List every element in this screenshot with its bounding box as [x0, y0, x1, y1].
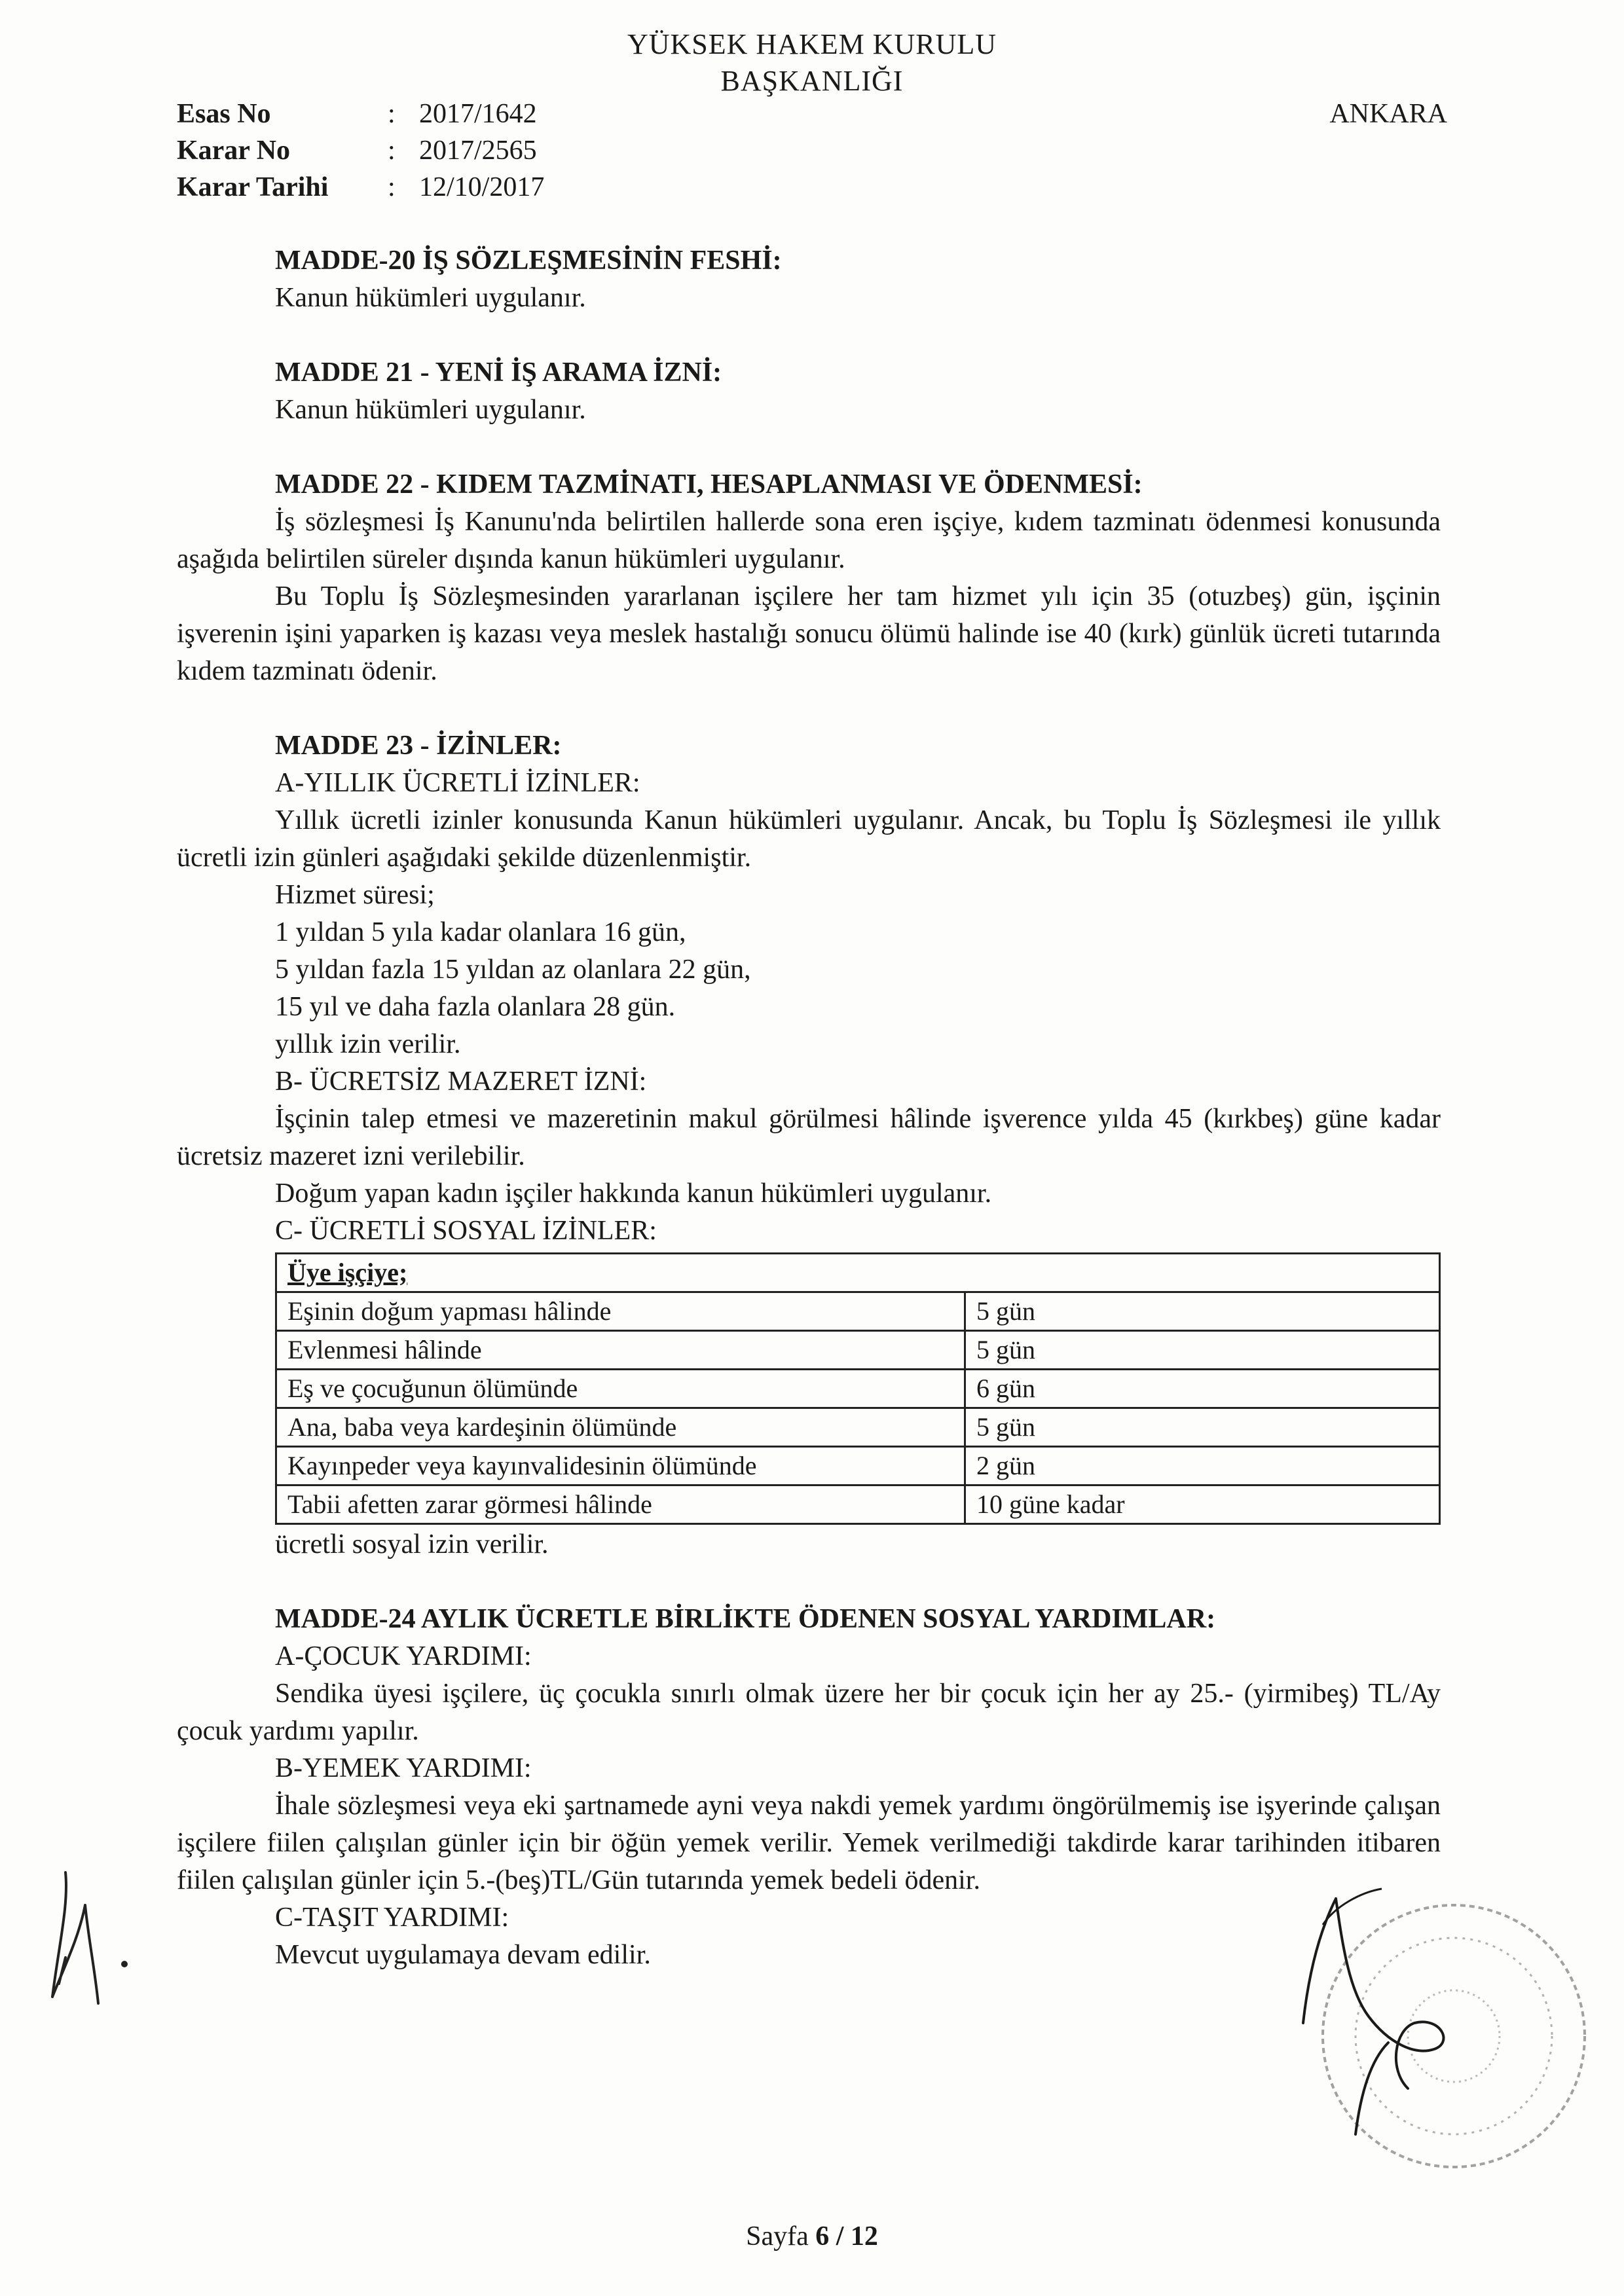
meta-label: Karar Tarihi — [177, 172, 329, 202]
section-heading: MADDE 22 - KIDEM TAZMİNATI, HESAPLANMASI VE ÖDENMESİ: — [275, 469, 1143, 500]
table-header-cell: Üye işçiye; — [276, 1254, 1440, 1292]
table-cell-case: Evlenmesi hâlinde — [276, 1331, 965, 1370]
subsection-heading: B-YEMEK YARDIMI: — [275, 1753, 532, 1783]
page-total: 12 — [850, 2221, 878, 2251]
table-row — [276, 1408, 1440, 1447]
table-row — [276, 1485, 1440, 1524]
handwritten-initials — [39, 1866, 144, 2016]
meta-label: Esas No — [177, 99, 271, 129]
meta-colon: : — [388, 172, 396, 202]
paragraph: ücretli sosyal izin verilir. — [275, 1529, 549, 1559]
section-heading: MADDE-20 İŞ SÖZLEŞMESİNİN FESHİ: — [275, 246, 782, 276]
meta-row-karar — [177, 132, 544, 169]
madde-22 — [177, 466, 1441, 690]
social-leave-table — [275, 1252, 1441, 1525]
official-stamp — [1283, 1886, 1591, 2193]
meta-colon: : — [388, 99, 396, 129]
table-cell-days: 5 gün — [965, 1331, 1440, 1370]
table-cell-days: 2 gün — [965, 1447, 1440, 1485]
madde-20 — [275, 242, 1441, 317]
madde-21 — [275, 354, 1441, 429]
paragraph: Sendika üyesi işçilere, üç çocukla sınırlı olmak üzere her bir çocuk için her ay 25.- (yirmibeş) TL/Ay çocuk yardımı yapılır. — [177, 1679, 1441, 1746]
subsection-heading: C- ÜCRETLİ SOSYAL İZİNLER: — [275, 1216, 657, 1246]
section-heading: MADDE 21 - YENİ İŞ ARAMA İZNİ: — [275, 357, 722, 388]
meta-label: Karar No — [177, 136, 291, 166]
page-footer — [0, 2221, 1624, 2252]
list-item: 5 yıldan fazla 15 yıldan az olanlara 22 gün, — [275, 955, 751, 985]
page-label: Sayfa — [746, 2221, 809, 2251]
subsection-heading: A-ÇOCUK YARDIMI: — [275, 1641, 532, 1671]
meta-value: 12/10/2017 — [419, 172, 545, 202]
section-heading: MADDE-24 AYLIK ÜCRETLE BİRLİKTE ÖDENEN SOSYAL YARDIMLAR: — [275, 1604, 1216, 1634]
meta-value: 2017/1642 — [419, 99, 537, 129]
meta-row-esas — [177, 96, 544, 132]
table-row — [276, 1331, 1440, 1370]
meta-value: 2017/2565 — [419, 136, 537, 166]
subsection-heading: C-TAŞIT YARDIMI: — [275, 1903, 509, 1933]
city-label: ANKARA — [1329, 99, 1447, 129]
case-meta — [177, 96, 544, 206]
table-cell-days: 5 gün — [965, 1292, 1440, 1331]
meta-colon: : — [388, 136, 396, 166]
table-header-row — [276, 1254, 1440, 1292]
meta-row-tarih — [177, 169, 544, 206]
institution-name: YÜKSEK HAKEM KURULU — [627, 28, 997, 60]
madde-23 — [177, 727, 1441, 1563]
document-body — [177, 242, 1441, 2011]
madde-24 — [177, 1601, 1441, 1974]
subsection-heading: A-YILLIK ÜCRETLİ İZİNLER: — [275, 768, 640, 798]
section-text: Kanun hükümleri uygulanır. — [275, 395, 586, 425]
list-intro: Hizmet süresi; — [275, 880, 435, 910]
list-item: yıllık izin verilir. — [275, 1029, 461, 1059]
table-cell-case: Ana, baba veya kardeşinin ölümünde — [276, 1408, 965, 1447]
page-current: 6 — [815, 2221, 830, 2251]
section-heading: MADDE 23 - İZİNLER: — [275, 731, 562, 761]
table-cell-case: Eş ve çocuğunun ölümünde — [276, 1370, 965, 1408]
paragraph: Doğum yapan kadın işçiler hakkında kanun hükümleri uygulanır. — [275, 1178, 992, 1209]
table-cell-case: Tabii afetten zarar görmesi hâlinde — [276, 1485, 965, 1524]
paragraph: İş sözleşmesi İş Kanunu'nda belirtilen hallerde sona eren işçiye, kıdem tazminatı ödenmesi konusunda aşağıda belirtilen süreler dışında kanun hükümleri uygulanır. — [177, 507, 1441, 574]
table-cell-days: 6 gün — [965, 1370, 1440, 1408]
table-cell-days: 10 güne kadar — [965, 1485, 1440, 1524]
paragraph: Yıllık ücretli izinler konusunda Kanun hükümleri uygulanır. Ancak, bu Toplu İş Sözleşmesi ile yıllık ücretli izin günleri aşağıdaki şekilde düzenlenmiştir. — [177, 805, 1441, 873]
document-header — [0, 26, 1624, 100]
paragraph: İhale sözleşmesi veya eki şartnamede ayni veya nakdi yemek yardımı öngörülmemiş ise işyerinde çalışan işçilere fiilen çalışılan günler için bir öğün yemek verilir. Yemek verilmediği takdirde karar tarihinden itibaren fiilen çalışılan günler için 5.-(beş)TL/Gün tutarında yemek bedeli ödenir. — [177, 1791, 1441, 1895]
table-row — [276, 1447, 1440, 1485]
list-item: 1 yıldan 5 yıla kadar olanlara 16 gün, — [275, 917, 686, 947]
list-item: 15 yıl ve daha fazla olanlara 28 gün. — [275, 992, 676, 1022]
paragraph: Mevcut uygulamaya devam edilir. — [275, 1940, 651, 1970]
subsection-heading: B- ÜCRETSİZ MAZERET İZNİ: — [275, 1066, 647, 1097]
paragraph: Bu Toplu İş Sözleşmesinden yararlanan işçilere her tam hizmet yılı için 35 (otuzbeş) gün, işçinin işverenin işini yaparken iş kazası veya meslek hastalığı sonucu ölümü halinde ise 40 (kırk) günlük ücreti tutarında kıdem tazminatı ödenir. — [177, 581, 1441, 686]
table-row — [276, 1292, 1440, 1331]
page-separator: / — [836, 2221, 844, 2251]
table-cell-case: Kayınpeder veya kayınvalidesinin ölümünde — [276, 1447, 965, 1485]
section-text: Kanun hükümleri uygulanır. — [275, 283, 586, 313]
paragraph: İşçinin talep etmesi ve mazeretinin makul görülmesi hâlinde işverence yılda 45 (kırkbeş) güne kadar ücretsiz mazeret izni verilebilir. — [177, 1104, 1441, 1171]
table-cell-case: Eşinin doğum yapması hâlinde — [276, 1292, 965, 1331]
table-row — [276, 1370, 1440, 1408]
table-cell-days: 5 gün — [965, 1408, 1440, 1447]
institution-subtitle: BAŞKANLIĞI — [720, 65, 904, 97]
